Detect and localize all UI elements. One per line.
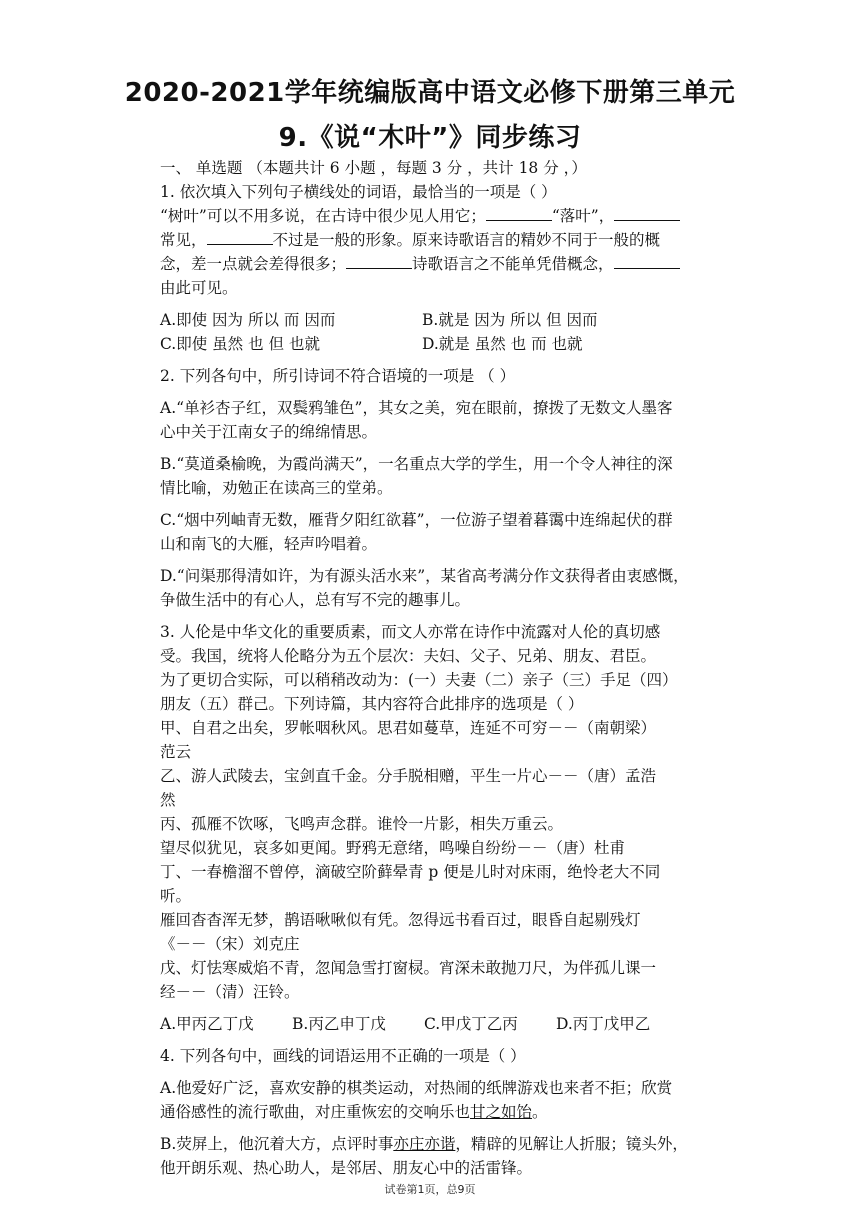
q3-line: 乙、游人武陵去，宝剑直千金。分手脱相赠，平生一片心－－（唐）孟浩 [160, 767, 657, 785]
blank-3 [207, 230, 273, 245]
q1-option-a[interactable]: A.即使 因为 所以 而 因而 [160, 311, 336, 329]
q1-option-b[interactable]: B.就是 因为 所以 但 因而 [422, 311, 598, 329]
q4-stem: 4. 下列各句中，画线的词语运用不正确的一项是（ ） [160, 1047, 526, 1065]
q1-stem: 1. 依次填入下列句子横线处的词语，最恰当的一项是（ ） [160, 183, 557, 201]
q1-option-c[interactable]: C.即使 虽然 也 但 也就 [160, 335, 320, 353]
document-title: 2020-2021学年统编版高中语文必修下册第三单元 [124, 78, 736, 108]
q3-line: 然 [160, 791, 176, 809]
q3-line: 丁、一春檐溜不曾停，滴破空阶藓晕青 p 便是儿时对床雨，绝怜老大不同 [160, 863, 661, 881]
q2-option-c[interactable]: C.“烟中列岫青无数，雁背夕阳红欲暮”，一位游子望着暮霭中连绵起伏的群 [160, 511, 673, 529]
blank-1 [486, 206, 552, 221]
q3-option-b[interactable]: B.丙乙申丁戊 [292, 1015, 386, 1033]
q3-option-a[interactable]: A.甲丙乙丁戊 [160, 1015, 254, 1033]
page-footer: 试卷第1页，总9页 [384, 1183, 476, 1196]
section-heading: 一、 单选题 （本题共计 6 小题 ，每题 3 分 ，共计 18 分 ，） [160, 159, 587, 177]
q3-line: 望尽似犹见，哀多如更闻。野鸦无意绪，鸣噪自纷纷－－（唐）杜甫 [160, 839, 626, 857]
q3-line: 听。 [160, 887, 192, 905]
q3-line: 3. 人伦是中华文化的重要质素，而文人亦常在诗作中流露对人伦的真切感 [160, 623, 661, 641]
q4-option-b[interactable]: B.荧屏上，他沉着大方，点评时事亦庄亦谐，精辟的见解让人折服；镜头外， [160, 1135, 688, 1153]
q3-option-c[interactable]: C.甲戊丁乙丙 [424, 1015, 518, 1033]
q2-option-b[interactable]: B.“莫道桑榆晚，为霞尚满天”，一名重点大学的学生，用一个令人神往的深 [160, 455, 673, 473]
document-body: 一、 单选题 （本题共计 6 小题 ，每题 3 分 ，共计 18 分 ，） 1. 依次填入下列句子横线处的词语，最恰当的一项是（ ） “树叶”可以不用多说，在古诗中很少见人用它； “落叶”， 常见， 不过是一般的形象。原来诗歌语言的精妙不同于一般的概 念，差一点就会差得很多； 诗歌语言之不能单凭借概念， 由此可见。 A.即使 因为 所以 而 因而 B.就是 因为 所以 但 因而 C.即使 虽然 也 但 也就 D.就是 虽然 也 而 也就 2. 下列各句中，所引诗词不符合语境的一项是 （ ） A.“单衫杏子红，双鬓鸦雏色”，其女之美，宛在眼前，撩拨了无数文人墨客 心中关于江南女子的绵绵情思。 B.“莫道桑榆晚，为霞尚满天”，一名重点大学的学生，用一个令人神往的深 情比喻，劝勉正在读高三的堂弟。 C.“烟中列岫青无数，雁背夕阳红欲暮”，一位游子望着暮霭中连绵起伏的群 山和南飞的大雁，轻声吟唱着。 D.“问渠那得清如许，为有源头活水来”，某省高考满分作文获得者由衷感慨， 争做生活中的有心人，总有写不完的趣事儿。 3. 人伦是中华文化的重要质素，而文人亦常在诗作中流露对人伦的真切感 受。我国，统将人伦略分为五个层次：夫妇、父子、兄弟、朋友、君臣。 为了更切合实际，可以稍稍改动为：(一）夫妻（二）亲子（三）手足（四） 朋友（五）群己。下列诗篇，其内容符合此排序的选项是（ ） 甲、自君之出矣，罗帐咽秋风。思君如蔓草，连延不可穷－－（南朝梁） 范云 乙、游人武陵去，宝剑直千金。分手脱相赠，平生一片心－－（唐）孟浩 然 丙、孤雁不饮啄，飞鸣声念群。谁怜一片影，相失万重云。 望尽似犹见，哀多如更闻。野鸦无意绪，鸣噪自纷纷－－（唐）杜甫 丁、一春檐溜不曾停，滴破空阶藓晕青 p 便是儿时对床雨，绝怜老大不同 听。 雁回杳杳浑无梦，鹊语啾啾似有凭。忽得远书看百过，眼昏自起剔残灯 《－－（宋）刘克庄 戊、灯怯寒威焰不青，忽闻急雪打窗棂。宵深未敢抛刀尺，为伴孤儿课一 经－－（清）汪铃。 A.甲丙乙丁戊 B.丙乙申丁戊 C.甲戊丁乙丙 D.丙丁戊甲乙 4. 下列各句中，画线的词语运用不正确的一项是（ ） A.他爱好广泛，喜欢安静的棋类运动，对热闹的纸牌游戏也来者不拒；欣赏 通俗感性的流行歌曲，对庄重恢宏的交响乐也甘之如饴。 B.荧屏上，他沉着大方，点评时事亦庄亦谐，精辟的见解让人折服；镜头外， 他开朗乐观、热心助人，是邻居、朋友心中的活雷锋。 [160, 156, 740, 1180]
blank-4 [346, 254, 412, 269]
q2-option-d[interactable]: D.“问渠那得清如许，为有源头活水来”，某省高考满分作文获得者由衷感慨， [160, 567, 689, 585]
q3-line: 经－－（清）汪铃。 [160, 983, 300, 1001]
underlined-phrase: 亦庄亦谐 [393, 1135, 456, 1153]
q3-options [160, 1012, 740, 1036]
document-subtitle: 9.《说“木叶”》同步练习 [278, 123, 582, 153]
blank-2 [614, 206, 680, 221]
q3-line: 为了更切合实际，可以稍稍改动为：(一）夫妻（二）亲子（三）手足（四） [160, 671, 678, 689]
blank-5 [614, 254, 680, 269]
q1-option-d[interactable]: D.就是 虽然 也 而 也就 [422, 335, 583, 353]
q3-line: 范云 [160, 743, 192, 761]
q3-block [160, 620, 740, 1004]
q3-line: 戊、灯怯寒威焰不青，忽闻急雪打窗棂。宵深未敢抛刀尺，为伴孤儿课一 [160, 959, 657, 977]
q3-line: 《－－（宋）刘克庄 [160, 935, 300, 953]
q3-line: 丙、孤雁不饮啄，飞鸣声念群。谁怜一片影，相失万重云。 [160, 815, 564, 833]
q4-option-a[interactable]: A.他爱好广泛，喜欢安静的棋类运动，对热闹的纸牌游戏也来者不拒；欣赏 [160, 1079, 673, 1097]
q1-text: “树叶”可以不用多说，在古诗中很少见人用它； “落叶”， [160, 204, 740, 228]
q2-stem: 2. 下列各句中，所引诗词不符合语境的一项是 （ ） [160, 367, 516, 385]
q1-options [160, 308, 740, 356]
q2-option-a[interactable]: A.“单衫杏子红，双鬓鸦雏色”，其女之美，宛在眼前，撩拨了无数文人墨客 [160, 399, 673, 417]
q3-line: 雁回杳杳浑无梦，鹊语啾啾似有凭。忽得远书看百过，眼昏自起剔残灯 [160, 911, 641, 929]
q3-option-d[interactable]: D.丙丁戊甲乙 [556, 1015, 651, 1033]
q3-line: 朋友（五）群己。下列诗篇，其内容符合此排序的选项是（ ） [160, 695, 584, 713]
q3-line: 受。我国，统将人伦略分为五个层次：夫妇、父子、兄弟、朋友、君臣。 [160, 647, 657, 665]
q3-line: 甲、自君之出矣，罗帐咽秋风。思君如蔓草，连延不可穷－－（南朝梁） [160, 719, 657, 737]
underlined-phrase: 甘之如饴 [470, 1103, 533, 1121]
